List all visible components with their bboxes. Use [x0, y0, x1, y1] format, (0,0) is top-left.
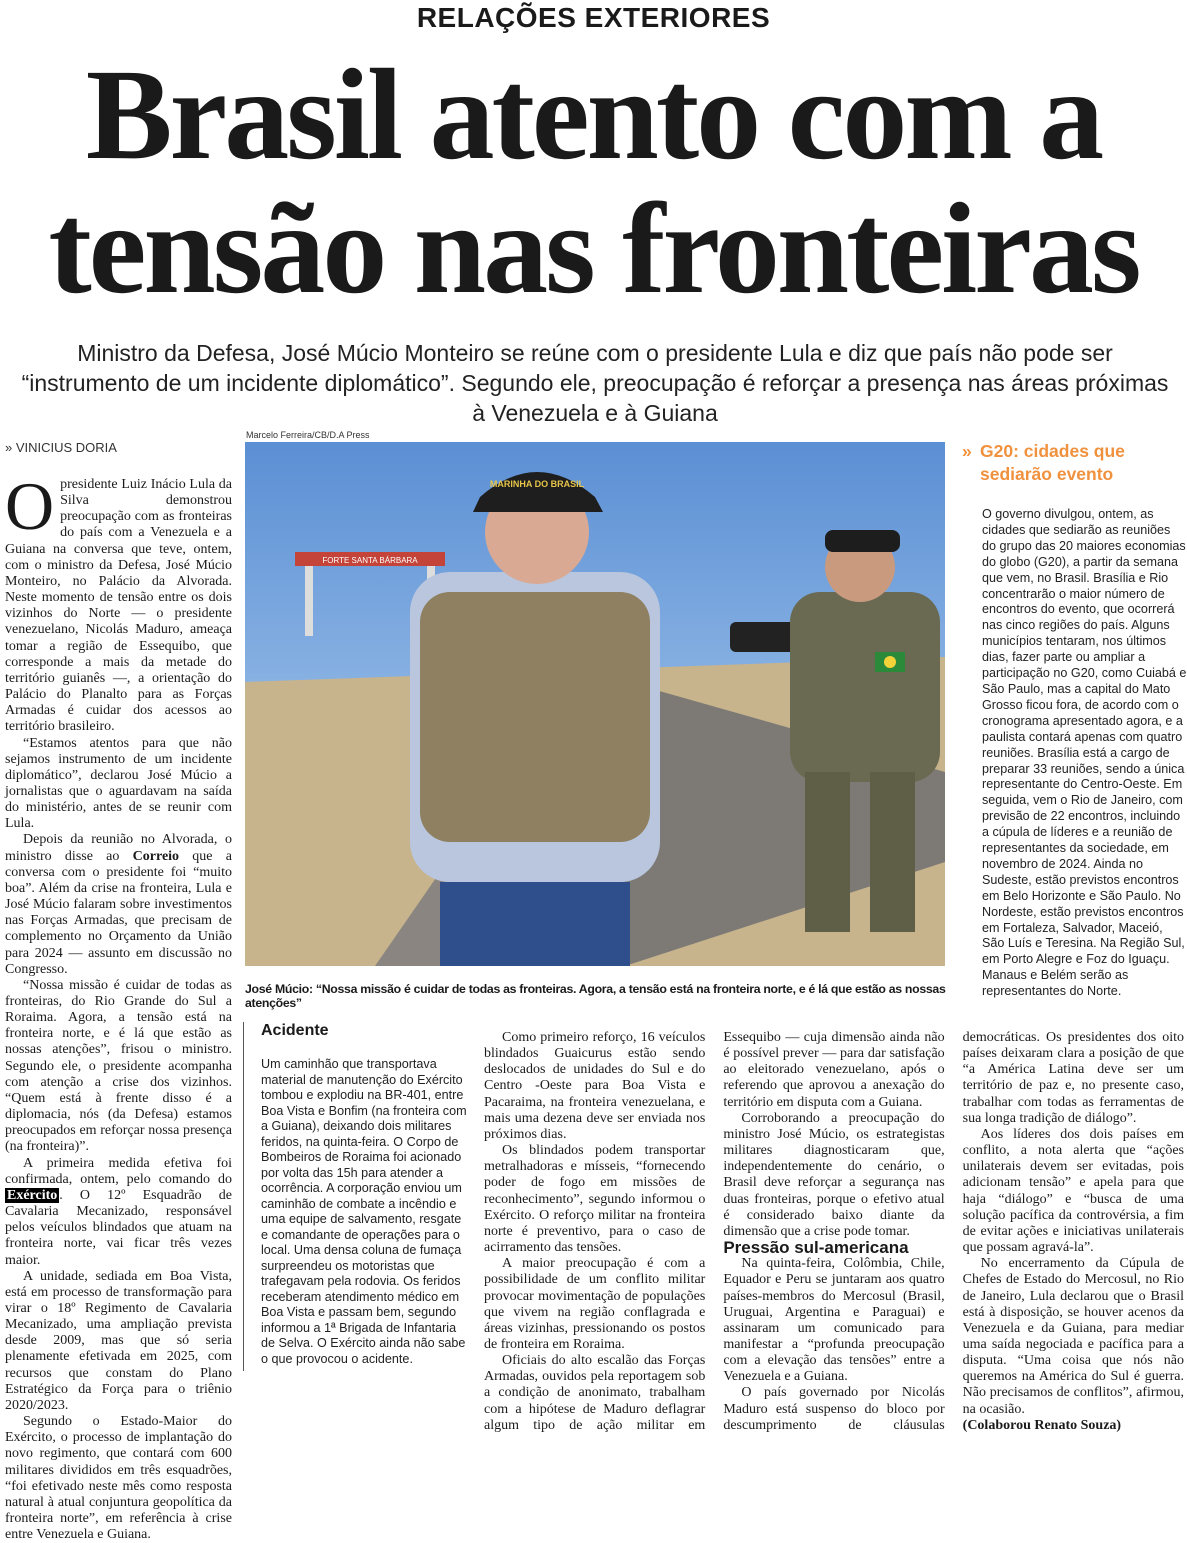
deck-subtitle: Ministro da Defesa, José Múcio Monteiro se reúne com o presidente Lula e diz que país não pode ser “instrumento de um incidente diplomático”. Segundo ele, preocupação é reforçar a presença nas áreas próximas à Venezuela e à Guiana	[21, 340, 1169, 426]
paragraph: Aos líderes dos dois países em conflito, a nota alerta que “ações unilaterais devem ser evitadas, pois adicionam tensão” e apela para que haja “diálogo” e “busca de uma solução pacífica da controvérsia, a fim de evitar ações e iniciativas unilaterais que possam agravá-la”.	[962, 1126, 1184, 1256]
text: . O 12º Esquadrão de Cavalaria Mecanizado, responsável pelos veículos blindados que atuam na fronteira norte, vai ficar três vezes maior.	[5, 1187, 232, 1268]
gate-post	[305, 566, 313, 636]
photo-illustration	[245, 442, 945, 966]
headline-line-1: Brasil atento com a	[85, 43, 1102, 187]
paragraph: Segundo o Estado-Maior do Exército, o processo de implantação do novo regimento, que contará com 600 militares divididos em três esquadrões, “foi efetivado neste mês como resposta natural à atual conjuntura geopolítica da fronteira norte”, em referência à crise entre Venezuela e Guiana.	[5, 1414, 232, 1543]
car	[730, 622, 800, 652]
paragraph: Oficiais do alto escalão das Forças Armadas, ouvidos pela reportagem sob a condição de anonimato, trabalham com a hipótese de Maduro deflagrar algum tipo de ação militar em Essequibo — cuja dimensão ainda não é possível prever — para dar satisfação ao eleitorado venezuelano, após o referendo que aprovou a anexação do território em disputa com a Guiana.	[484, 1030, 945, 1433]
paragraph: presidente Luiz Inácio Lula da Silva demonstrou preocupação com as fronteiras do país com a Venezuela e a Guiana na conversa que teve, ontem, com o ministro da Defesa, José Múcio Monteiro, no Palácio da Alvorada. Neste momento de tensão entre os dois vizinhos do Norte — o presidente venezuelano, Nicolás Maduro, ameaça tomar a região de Essequibo, que corresponde a mais da metade do território guianês —, a orientação do Palácio do Planalto para as Forças Armadas é cuidar dos acessos ao território brasileiro.	[5, 477, 232, 735]
sidebar-body: O governo divulgou, ontem, as cidades que sediarão as reuniões do grupo das 20 maiores economias do globo (G20), a partir da semana que vem, no Brasil. Brasília e Rio concentrarão o maior número de encontros do evento, que ocorrerá nas cinco regiões do país. Alguns municípios tentaram, nos últimos dias, fazer parte ou ampliar a participação no G20, como Cuiabá e São Paulo, mas a capital do Mato Grosso ficou fora, de acordo com o cronograma apresentado agora, e a paulista contará apenas com quatro reuniões. Brasília está a cargo de preparar 33 reuniões, sendo a única representante do Centro-Oeste. Em seguida, vem o Rio de Janeiro, com previsão de 22 encontros, incluindo a cúpula de líderes e a reunião de representantes da sociedade, em novembro de 2024. Ainda no Sudeste, estão previstos encontros em Belo Horizonte e São Paulo. No Nordeste, estão previstos encontros em Fortaleza, Salvador, Maceió, São Luís e Teresina. Na Região Sul, em Porto Alegre e Foz do Iguaçu. Manaus e Belém serão as representantes do Norte.	[982, 507, 1187, 999]
photo-caption: José Múcio: “Nossa missão é cuidar de todas as fronteiras. Agora, a tensão está na fronteira norte, e é lá que estão as nossas atenções”	[245, 982, 946, 1010]
paragraph: Corroborando a preocupação do ministro José Múcio, os estrategistas militares diagnosticaram que, independentemente do cenário, o Brasil deve reforçar a segurança nas duas fronteiras, porque o efetivo atual é considerado baixo diante da dimensão que a crise pode tomar.	[723, 1110, 945, 1239]
paragraph	[5, 1156, 232, 1269]
dropcap: O	[5, 468, 55, 544]
text: A primeira medida efetiva foi confirmada, ontem, pelo comando do	[5, 1155, 232, 1187]
section-kicker: RELAÇÕES EXTERIORES	[416, 2, 771, 33]
paragraph: O país governado por Nicolás Maduro está suspenso do bloco por descumprimento de cláusulas democráticas. Os presidentes dos oito países deixaram clara a posição de que “a América Latina deve ser um território de paz e, no presente caso, trabalhar com todas as ferramentas de sua longa tradição de diálogo”.	[723, 1030, 1184, 1433]
text: Depois da reunião no Alvorada, o ministro disse ao	[5, 832, 232, 864]
article-photo	[245, 442, 945, 966]
sidebar-title-text: G20: cidades que sediarão evento	[980, 441, 1125, 484]
paragraph: A unidade, sediada em Boa Vista, está em processo de transformação para virar o 18º Regimento de Cavalaria Mecanizado, uma ampliação prevista desde 2009, mas que só seria plenamente efetivada em 2025, com recursos que constam do Plano Estratégico da Força para o triênio 2020/2023.	[5, 1268, 232, 1413]
box-body: Um caminhão que transportava material de manutenção do Exército tombou e explodiu na BR-401, entre Boa Vista e Bonfim (na fronteira com a Guiana), deixando dois militares feridos, na quinta-feira. O Corpo de Bombeiros de Roraima foi acionado por volta das 15h para atender a ocorrência. A corporação enviou um caminhão de combate a incêndio e uma equipe de salvamento, resgate e comandante de operações para o local. Uma densa coluna de fumaça surpreendeu os motoristas que trafegavam pela rodovia. Os feridos receberam atendimento médico em Boa Vista e passam bem, segundo informou a 1ª Brigada de Infantaria de Selva. O Exército ainda não sabe o que provocou o acidente.	[261, 1057, 467, 1366]
paragraph: No encerramento da Cúpula de Chefes de Estado do Mercosul, no Rio de Janeiro, Lula declarou que o Brasil está à disposição, se houver acenos da Venezuela e da Guiana, para mediar uma saída negociada e pacífica para a disputa. “Uma coisa que nós não queremos na América do Sul é guerra. Não precisamos de conflitos”, afirmou, na ocasião.	[962, 1256, 1184, 1417]
text: que a conversa com o presidente foi “muito boa”. Além da crise na fronteira, Lula e José Múcio falaram sobre investimentos nas Forças Armadas, que precisam de complemento no Orçamento da União para 2024 — assunto em discussão no Congresso.	[5, 848, 232, 977]
box-title: Acidente	[261, 1022, 329, 1039]
article-columns-continued	[484, 1030, 1184, 1434]
paragraph: “Estamos atentos para que não sejamos instrumento de um incidente diplomático”, declarou José Múcio a jornalistas que o aguardavam na saída do ministério, antes de se reunir com Lula.	[5, 735, 232, 832]
paragraph: A maior preocupação é com a possibilidade de um conflito militar provocar movimentação de populações que vivem na região conflagrada e áreas vizinhas, pressionando os postos de fronteira em Roraima.	[484, 1256, 706, 1352]
minister-figure	[410, 472, 660, 966]
paragraph	[5, 832, 232, 977]
article-column-1	[5, 468, 232, 1543]
newspaper-name: Correio	[132, 848, 180, 864]
sidebar-title	[962, 440, 1187, 486]
subheading: Pressão sul-americana	[723, 1238, 909, 1258]
cap-lettering: MARINHA DO BRASIL	[489, 479, 585, 489]
byline: » VINICIUS DORIA	[5, 440, 117, 455]
paragraph: Como primeiro reforço, 16 veículos blindados Guaicurus estão sendo deslocados de unidades do Sul e do Centro -Oeste para Boa Vista e Pacaraima, na fronteira venezuelana, e mais uma dezena deve ser enviada nos próximos dias.	[484, 1030, 706, 1142]
paragraph: “Nossa missão é cuidar de todas as fronteiras, do Rio Grande do Sul a Roraima. Agora, a tensão está na fronteira norte, e é lá que estão as nossas atenções”, frisou o ministro. Segundo ele, o presidente acompanha com atenção a crise dos vizinhos. “Quem está à frente disso é a diplomacia, nós (da Defesa) estamos preocupados em reforçar nossa presença (na fronteira)”.	[5, 977, 232, 1155]
chevron-right-icon: »	[962, 441, 972, 461]
paragraph: Os blindados podem transportar metralhadoras e mísseis, “fornecendo poder de fogo em missões de reconhecimento”, segundo informou o Exército. O reforço militar na fronteira norte é preventivo, para o caso de acirramento das tensões.	[484, 1143, 706, 1256]
photo-credit: Marcelo Ferreira/CB/D.A Press	[246, 430, 370, 440]
headline-line-2: tensão nas fronteiras	[48, 177, 1139, 321]
accident-box	[243, 1022, 469, 1371]
exercito-highlight-link[interactable]: Exército	[7, 1187, 58, 1203]
contributor-credit: (Colaborou Renato Souza)	[962, 1417, 1122, 1433]
gate-sign: FORTE SANTA BÁRBARA	[322, 556, 418, 565]
paragraph: Na quinta-feira, Colômbia, Chile, Equador e Peru se juntaram aos quatro países-membros do Mercosul (Brasil, Uruguai, Argentina e Paraguai) e assinaram um comunicado para manifestar a “profunda preocupação com a elevação das tensões” entre a Venezuela e a Guiana.	[723, 1256, 945, 1385]
